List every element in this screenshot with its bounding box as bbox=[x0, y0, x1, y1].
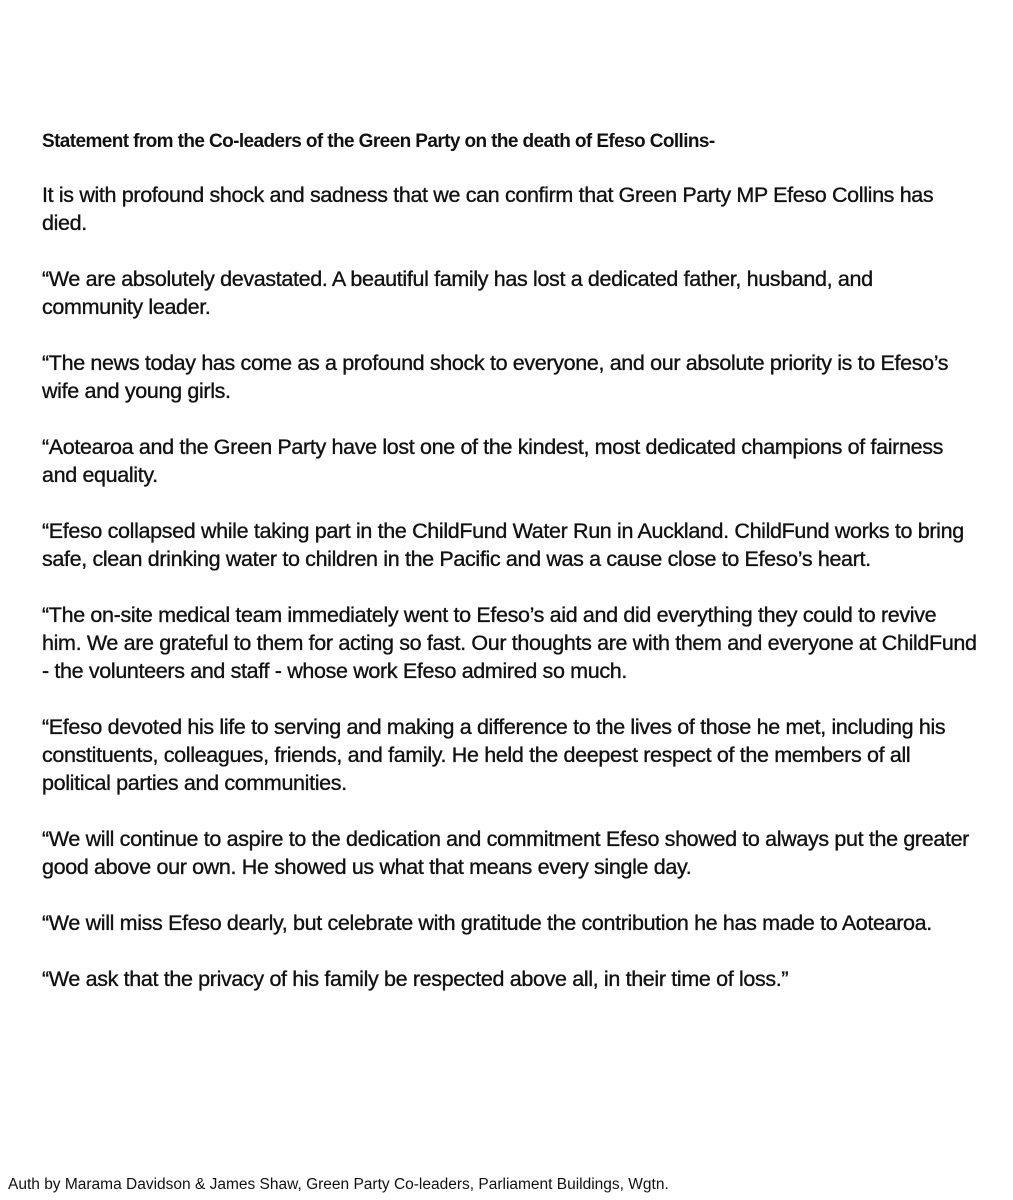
authorisation-footer: Auth by Marama Davidson & James Shaw, Green Party Co-leaders, Parliament Buildings, Wgtn. bbox=[8, 1176, 669, 1193]
statement-paragraph: “We will continue to aspire to the dedication and commitment Efeso showed to always put the greater good above our own. He showed us what that means every single day. bbox=[42, 827, 969, 879]
statement-body bbox=[42, 128, 977, 1021]
statement-paragraph: “The on-site medical team immediately went to Efeso’s aid and did everything they could to revive him. We are grateful to them for acting so fast. Our thoughts are with them and everyone at ChildFund - the volunteers and staff - whose work Efeso admired so much. bbox=[42, 603, 977, 683]
statement-paragraph: It is with profound shock and sadness that we can confirm that Green Party MP Efeso Collins has died. bbox=[42, 183, 934, 235]
statement-paragraph: “Efeso collapsed while taking part in the ChildFund Water Run in Auckland. ChildFund works to bring safe, clean drinking water to children in the Pacific and was a cause close to Efeso’s heart. bbox=[42, 519, 964, 571]
statement-heading: Statement from the Co-leaders of the Green Party on the death of Efeso Collins- bbox=[42, 131, 715, 152]
statement-paragraph: “We are absolutely devastated. A beautiful family has lost a dedicated father, husband, and community leader. bbox=[42, 267, 873, 319]
statement-paragraph: “We will miss Efeso dearly, but celebrate with gratitude the contribution he has made to Aotearoa. bbox=[42, 911, 932, 935]
statement-paragraph: “We ask that the privacy of his family be respected above all, in their time of loss.” bbox=[42, 967, 789, 991]
statement-paragraph: “Efeso devoted his life to serving and making a difference to the lives of those he met, including his constituents, colleagues, friends, and family. He held the deepest respect of the members of all political parties and communities. bbox=[42, 715, 946, 795]
statement-paragraph: “The news today has come as a profound shock to everyone, and our absolute priority is to Efeso’s wife and young girls. bbox=[42, 351, 949, 403]
statement-paragraph: “Aotearoa and the Green Party have lost one of the kindest, most dedicated champions of fairness and equality. bbox=[42, 435, 943, 487]
